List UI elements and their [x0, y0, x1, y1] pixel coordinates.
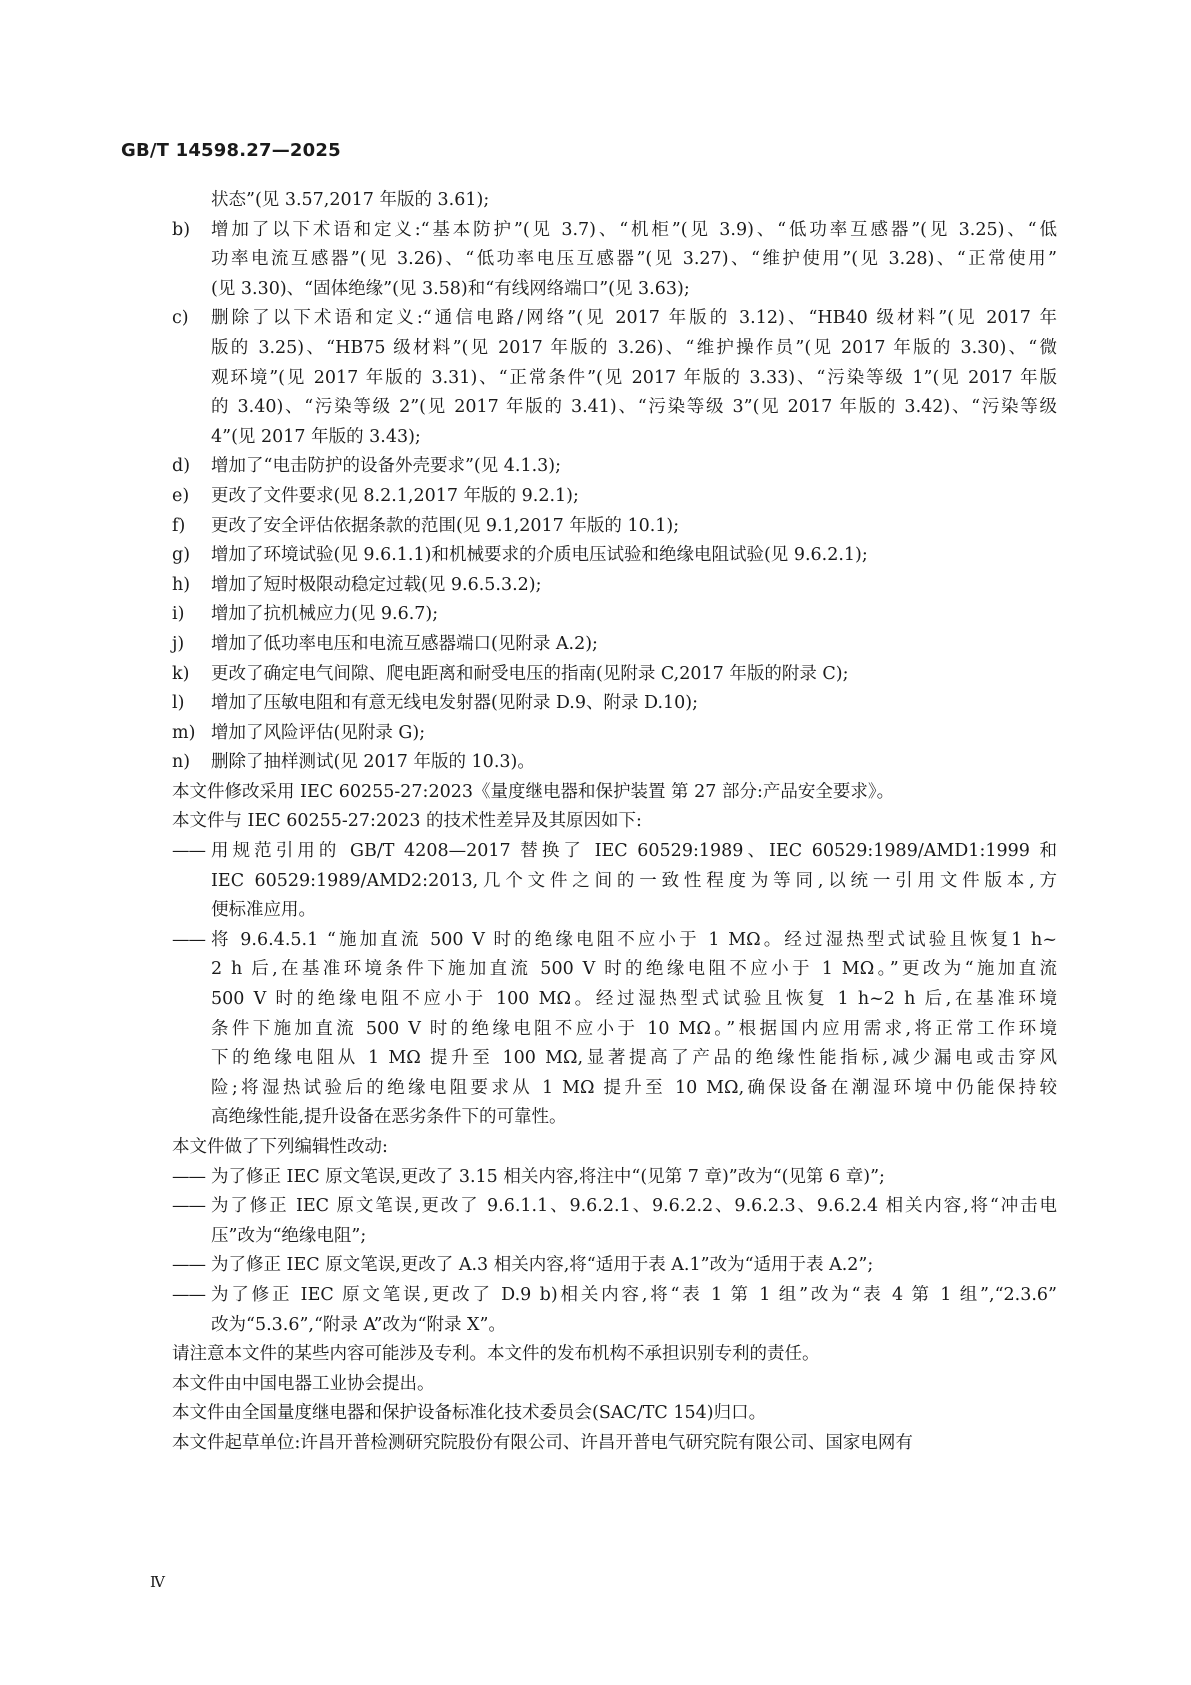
line-text: 为了修正 IEC 原文笔误,更改了 A.3 相关内容,将“适用于表 A.1”改为“适用于表 A.2”;: [211, 1255, 874, 1276]
continuation-line: [172, 1074, 1057, 1104]
list-item: [172, 837, 1057, 867]
list-item-label: g): [172, 545, 191, 566]
list-item: [172, 1281, 1057, 1311]
line-text: 增加了环境试验(见 9.6.1.1)和机械要求的介质电压试验和绝缘电阻试验(见 9.6.2.1);: [211, 545, 868, 566]
paragraph-line: [172, 1370, 1057, 1400]
line-text: 险;将湿热试验后的绝缘电阻要求从 1 MΩ 提升至 10 MΩ,确保设备在潮湿环境中仍能保持较: [211, 1077, 1057, 1098]
list-item-label: l): [172, 693, 185, 714]
continuation-line: [172, 1044, 1057, 1074]
line-text: 高绝缘性能,提升设备在恶劣条件下的可靠性。: [211, 1107, 567, 1128]
list-item: [172, 512, 1057, 542]
list-item-label: d): [172, 456, 191, 477]
line-text: 下的绝缘电阻从 1 MΩ 提升至 100 MΩ,显著提高了产品的绝缘性能指标,减少漏电或击穿风: [211, 1048, 1057, 1069]
page-number: Ⅳ: [150, 1573, 165, 1591]
list-item-label: k): [172, 663, 190, 684]
list-item: [172, 1192, 1057, 1222]
paragraph-line: [172, 778, 1057, 808]
line-text: IEC 60529:1989/AMD2:2013,几个文件之间的一致性程度为等同,以统一引用文件版本,方: [211, 870, 1057, 891]
line-text: 本文件做了下列编辑性改动:: [172, 1137, 388, 1157]
continuation-line: [172, 186, 1057, 216]
list-item: [172, 482, 1057, 512]
dash-marker: ——: [172, 841, 205, 862]
line-text: 为了修正 IEC 原文笔误,更改了 D.9 b)相关内容,将“表 1 第 1 组”改为“表 4 第 1 组”,“2.3.6”: [211, 1284, 1057, 1305]
list-item: [172, 600, 1057, 630]
line-text: 本文件由中国电器工业协会提出。: [172, 1373, 435, 1394]
line-text: 本文件与 IEC 60255-27:2023 的技术性差异及其原因如下:: [172, 811, 642, 832]
list-item-label: h): [172, 574, 191, 595]
line-text: 更改了安全评估依据条款的范围(见 9.1,2017 年版的 10.1);: [211, 515, 680, 536]
line-text: 增加了短时极限动稳定过载(见 9.6.5.3.2);: [211, 574, 542, 595]
line-text: 4”(见 2017 年版的 3.43);: [211, 426, 421, 447]
list-item: [172, 304, 1057, 334]
list-item: [172, 1251, 1057, 1281]
line-text: 请注意本文件的某些内容可能涉及专利。本文件的发布机构不承担识别专利的责任。: [172, 1344, 820, 1365]
line-text: 本文件修改采用 IEC 60255-27:2023《量度继电器和保护装置 第 27 部分:产品安全要求》。: [172, 781, 895, 802]
list-item: [172, 216, 1057, 246]
list-item: [172, 630, 1057, 660]
list-item: [172, 719, 1057, 749]
list-item: [172, 1163, 1057, 1193]
list-item-label: n): [172, 752, 191, 773]
dash-marker: ——: [172, 1255, 205, 1276]
line-text: 为了修正 IEC 原文笔误,更改了 9.6.1.1、9.6.2.1、9.6.2.2、9.6.2.3、9.6.2.4 相关内容,将“冲击电: [211, 1196, 1057, 1217]
list-item-label: f): [172, 515, 186, 536]
continuation-line: [172, 1103, 1057, 1133]
paragraph-line: [172, 1399, 1057, 1429]
list-item-label: b): [172, 219, 191, 240]
continuation-line: [172, 423, 1057, 453]
continuation-line: [172, 955, 1057, 985]
list-item-label: j): [172, 633, 185, 654]
continuation-line: [172, 1311, 1057, 1341]
list-item: [172, 541, 1057, 571]
line-text: 功率电流互感器”(见 3.26)、“低功率电压互感器”(见 3.27)、“维护使用”(见 3.28)、“正常使用”: [211, 249, 1057, 270]
dash-marker: ——: [172, 1166, 205, 1187]
document-body: [172, 186, 1057, 1459]
line-text: 便标准应用。: [211, 900, 316, 921]
list-item: [172, 452, 1057, 482]
paragraph-line: [172, 1340, 1057, 1370]
line-text: 本文件由全国量度继电器和保护设备标准化技术委员会(SAC/TC 154)归口。: [172, 1403, 767, 1424]
continuation-line: [172, 985, 1057, 1015]
paragraph-line: [172, 807, 1057, 837]
dash-marker: ——: [172, 1284, 205, 1305]
line-text: 观环境”(见 2017 年版的 3.31)、“正常条件”(见 2017 年版的 3.33)、“污染等级 1”(见 2017 年版: [211, 367, 1057, 388]
list-item-label: m): [172, 722, 196, 743]
continuation-line: [172, 364, 1057, 394]
line-text: 500 V 时的绝缘电阻不应小于 100 MΩ。经过湿热型式试验且恢复 1 h~2 h 后,在基准环境: [211, 989, 1057, 1010]
line-text: 增加了压敏电阻和有意无线电发射器(见附录 D.9、附录 D.10);: [211, 693, 699, 714]
dash-marker: ——: [172, 929, 205, 950]
line-text: 为了修正 IEC 原文笔误,更改了 3.15 相关内容,将注中“(见第 7 章)”改为“(见第 6 章)”;: [211, 1166, 885, 1187]
paragraph-line: [172, 1133, 1057, 1163]
list-item: [172, 748, 1057, 778]
line-text: 的 3.40)、“污染等级 2”(见 2017 年版的 3.41)、“污染等级 3”(见 2017 年版的 3.42)、“污染等级: [211, 397, 1057, 418]
list-item: [172, 926, 1057, 956]
line-text: 将 9.6.4.5.1 “施加直流 500 V 时的绝缘电阻不应小于 1 MΩ。经过湿热型式试验且恢复1 h~: [211, 929, 1057, 950]
line-text: 增加了抗机械应力(见 9.6.7);: [211, 604, 439, 625]
list-item-label: e): [172, 485, 190, 506]
line-text: (见 3.30)、“固体绝缘”(见 3.58)和“有线网络端口”(见 3.63);: [211, 278, 690, 299]
continuation-line: [172, 393, 1057, 423]
continuation-line: [172, 245, 1057, 275]
line-text: 改为“5.3.6”,“附录 A”改为“附录 X”。: [211, 1314, 506, 1335]
line-text: 增加了低功率电压和电流互感器端口(见附录 A.2);: [211, 633, 598, 654]
line-text: 条件下施加直流 500 V 时的绝缘电阻不应小于 10 MΩ。”根据国内应用需求,将正常工作环境: [211, 1018, 1057, 1039]
continuation-line: [172, 334, 1057, 364]
dash-marker: ——: [172, 1196, 205, 1217]
line-text: 删除了以下术语和定义:“通信电路/网络”(见 2017 年版的 3.12)、“HB40 级材料”(见 2017 年: [211, 308, 1057, 329]
line-text: 删除了抽样测试(见 2017 年版的 10.3)。: [211, 752, 535, 773]
line-text: 压”改为“绝缘电阻”;: [211, 1225, 367, 1246]
line-text: 用规范引用的 GB/T 4208—2017 替换了 IEC 60529:1989、IEC 60529:1989/AMD1:1999 和: [211, 841, 1057, 862]
continuation-line: [172, 1015, 1057, 1045]
line-text: 本文件起草单位:许昌开普检测研究院股份有限公司、许昌开普电气研究院有限公司、国家电网有: [172, 1432, 913, 1453]
continuation-line: [172, 275, 1057, 305]
continuation-line: [172, 867, 1057, 897]
line-text: 增加了以下术语和定义:“基本防护”(见 3.7)、“机柜”(见 3.9)、“低功率互感器”(见 3.25)、“低: [211, 219, 1057, 240]
list-item: [172, 689, 1057, 719]
line-text: 增加了风险评估(见附录 G);: [211, 722, 426, 743]
list-item-label: c): [172, 308, 189, 329]
line-text: 2 h 后,在基准环境条件下施加直流 500 V 时的绝缘电阻不应小于 1 MΩ。”更改为“施加直流: [211, 959, 1057, 980]
list-item: [172, 660, 1057, 690]
list-item-label: i): [172, 604, 185, 625]
paragraph-line: [172, 1429, 1057, 1459]
continuation-line: [172, 896, 1057, 926]
standard-number: GB/T 14598.27—2025: [121, 140, 341, 161]
line-text: 状态”(见 3.57,2017 年版的 3.61);: [211, 190, 490, 210]
line-text: 更改了确定电气间隙、爬电距离和耐受电压的指南(见附录 C,2017 年版的附录 C);: [211, 663, 849, 684]
line-text: 更改了文件要求(见 8.2.1,2017 年版的 9.2.1);: [211, 485, 579, 506]
line-text: 增加了“电击防护的设备外壳要求”(见 4.1.3);: [211, 456, 562, 477]
list-item: [172, 571, 1057, 601]
line-text: 版的 3.25)、“HB75 级材料”(见 2017 年版的 3.26)、“维护操作员”(见 2017 年版的 3.30)、“微: [211, 337, 1057, 358]
continuation-line: [172, 1222, 1057, 1252]
